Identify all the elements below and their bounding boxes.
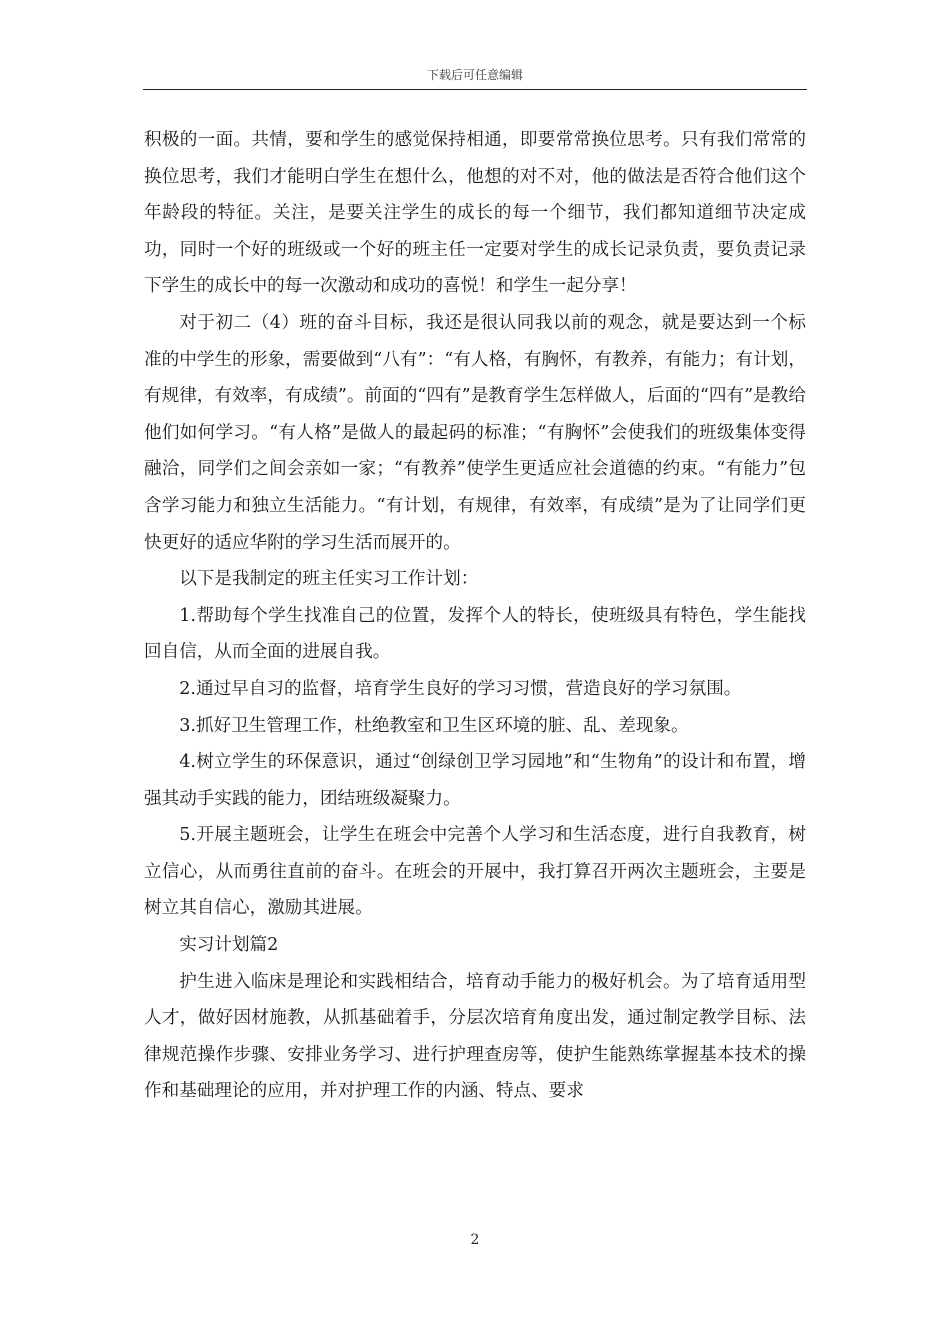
paragraph: 以下是我制定的班主任实习工作计划： (179, 569, 479, 590)
list-item: 4.树立学生的环保意识，通过“创绿创卫学习园地”和“生物角”的设计和布置，增强其动手实践的能力，团结班级凝聚力。 (144, 752, 806, 809)
section-heading: 实习计划篇2 (179, 935, 279, 956)
list-item: 3.抓好卫生管理工作，杜绝教室和卫生区环境的脏、乱、差现象。 (179, 715, 689, 736)
list-item: 2.通过早自习的监督，培育学生良好的学习习惯，营造良好的学习氛围。 (179, 678, 742, 699)
list-item: 1.帮助每个学生找准自己的位置，发挥个人的特长，使班级具有特色，学生能找回自信，从而全面的进展自我。 (144, 605, 806, 663)
paragraph: 对于初二（4）班的奋斗目标，我还是很认同我以前的观念，就是要达到一个标准的中学生的形象，需要做到“八有”：“有人格，有胸怀，有教养，有能力；有计划，有规律，有效率，有成绩”。前面的“四有”是教育学生怎样做人，后面的“四有”是教给他们如何学习。“有人格”是做人的最起码的标准；“有胸怀”会使我们的班级集体变得融洽，同学们之间会亲如一家；“有教养”使学生更适应社会道德的约束。“有能力”包含学习能力和独立生活能力。“有计划，有规律，有效率，有成绩”是为了让同学们更快更好的适应华附的学习生活而展开的。 (144, 312, 806, 553)
paragraph: 积极的一面。共情，要和学生的感觉保持相通，即要常常换位思考。只有我们常常的换位思考，我们才能明白学生在想什么，他想的对不对，他的做法是否符合他们这个年龄段的特征。关注，是要关注学生的成长的每一个细节，我们都知道细节决定成功，同时一个好的班级或一个好的班主任一定要对学生的成长记录负责，要负责记录下学生的成长中的每一次激动和成功的喜悦！和学生一起分享！ (144, 130, 806, 297)
document-body (144, 122, 806, 1110)
page-header: 下载后可任意编辑 (426, 68, 523, 82)
paragraph: 护生进入临床是理论和实践相结合，培育动手能力的极好机会。为了培育适用型人才，做好因材施教，从抓基础着手，分层次培育角度出发，通过制定教学目标、法律规范操作步骤、安排业务学习、进行护理查房等，使护生能熟练掌握基本技术的操作和基础理论的应用，并对护理工作的内涵、特点、要求 (144, 971, 806, 1102)
header-rule (143, 89, 807, 90)
list-item: 5.开展主题班会，让学生在班会中完善个人学习和生活态度，进行自我教育，树立信心，从而勇往直前的奋斗。在班会的开展中，我打算召开两次主题班会，主要是树立其自信心，激励其进展。 (144, 825, 806, 919)
page-number: 2 (470, 1232, 480, 1248)
